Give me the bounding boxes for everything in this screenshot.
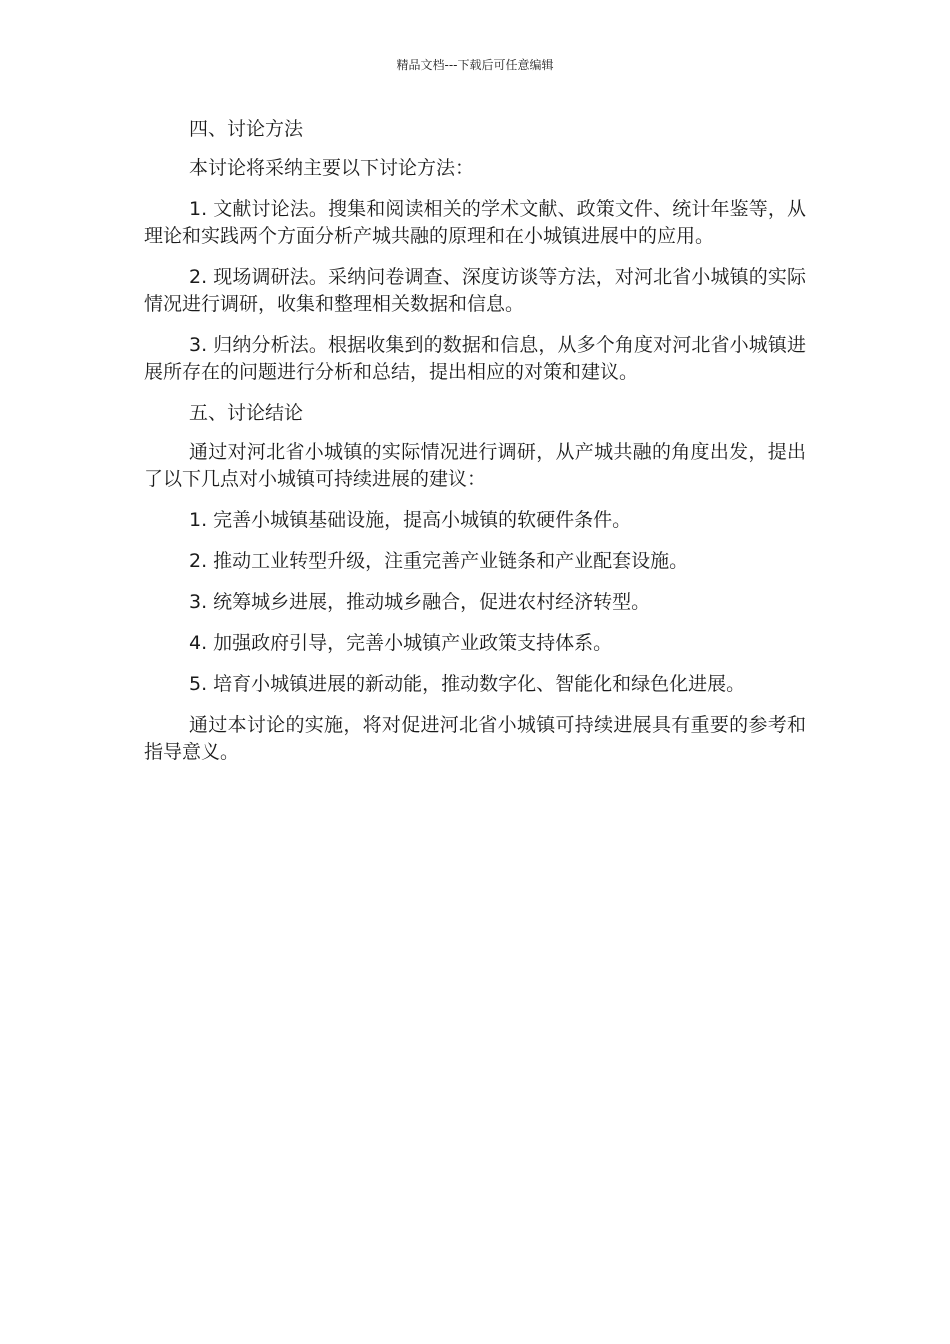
closing-paragraph: 通过本讨论的实施，将对促进河北省小城镇可持续进展具有重要的参考和指导意义。 [144,714,806,763]
page-header: 精品文档---下载后可任意编辑 [396,58,554,72]
section-heading-conclusion: 五、讨论结论 [189,402,304,424]
conclusion-item-2: 2. 推动工业转型升级，注重完善产业链条和产业配套设施。 [189,550,689,572]
document-body [144,116,806,780]
methods-intro: 本讨论将采纳主要以下讨论方法： [189,157,475,179]
conclusion-item-1: 1. 完善小城镇基础设施，提高小城镇的软硬件条件。 [189,509,632,531]
method-item-2: 2. 现场调研法。采纳问卷调查、深度访谈等方法，对河北省小城镇的实际情况进行调研，收集和整理相关数据和信息。 [144,266,806,315]
conclusion-item-4: 4. 加强政府引导，完善小城镇产业政策支持体系。 [189,632,613,654]
conclusion-item-3: 3. 统筹城乡进展，推动城乡融合，促进农村经济转型。 [189,591,651,613]
conclusion-item-5: 5. 培育小城镇进展的新动能，推动数字化、智能化和绿色化进展。 [189,673,746,695]
section-heading-methods: 四、讨论方法 [189,118,304,140]
method-item-3: 3. 归纳分析法。根据收集到的数据和信息，从多个角度对河北省小城镇进展所存在的问题进行分析和总结，提出相应的对策和建议。 [144,334,806,383]
method-item-1: 1. 文献讨论法。搜集和阅读相关的学术文献、政策文件、统计年鉴等，从理论和实践两个方面分析产城共融的原理和在小城镇进展中的应用。 [144,198,806,247]
conclusion-intro: 通过对河北省小城镇的实际情况进行调研，从产城共融的角度出发，提出了以下几点对小城镇可持续进展的建议： [144,441,806,490]
